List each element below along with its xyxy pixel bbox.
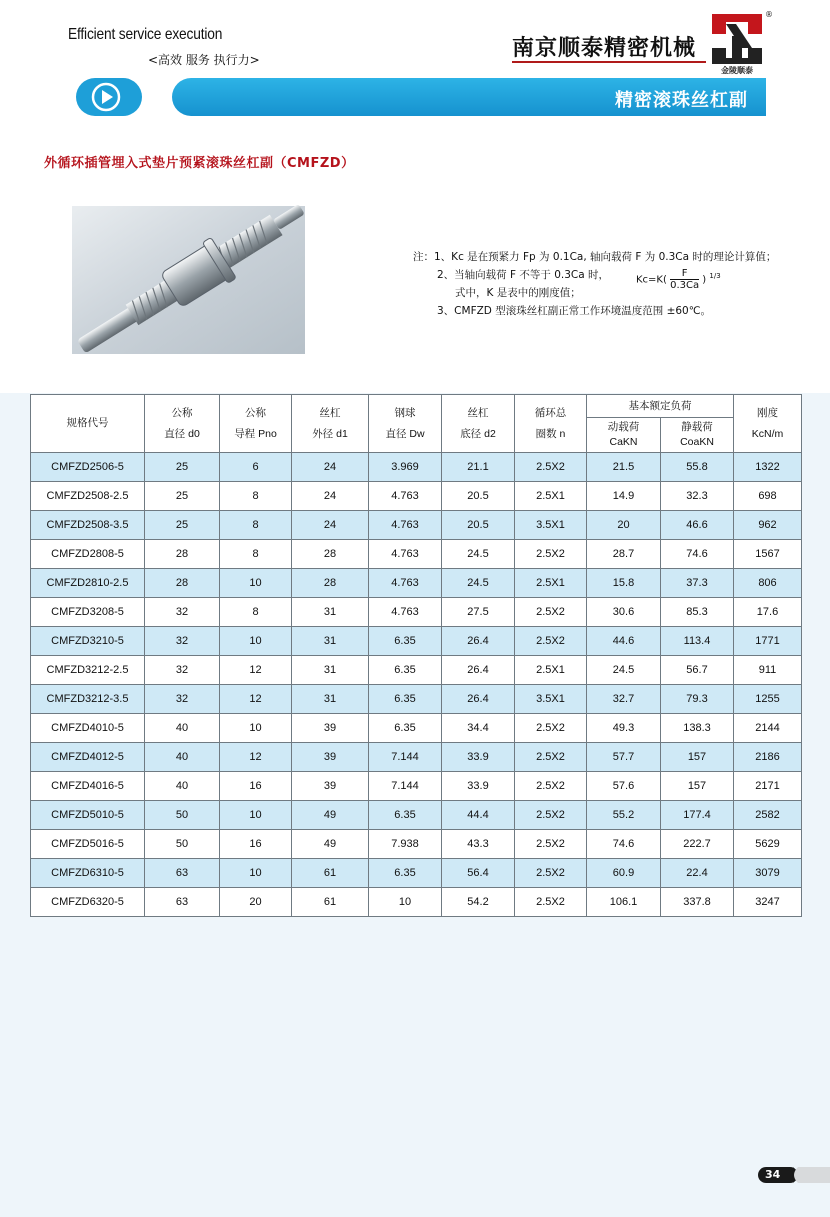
table-cell: 33.9 (442, 743, 515, 772)
table-cell: 16 (220, 830, 292, 859)
logo-caption: 金陵顺泰 (721, 66, 753, 75)
table-cell: 177.4 (661, 801, 734, 830)
table-cell: 222.7 (661, 830, 734, 859)
table-cell: 60.9 (587, 859, 661, 888)
header-d1-bottom: 外径 d1 (312, 427, 348, 440)
table-cell: 54.2 (442, 888, 515, 917)
table-cell: 337.8 (661, 888, 734, 917)
table-cell: 6.35 (369, 627, 442, 656)
table-cell: 7.144 (369, 743, 442, 772)
header-load-group: 基本额定负荷 (587, 395, 734, 418)
table-cell: 911 (734, 656, 802, 685)
table-cell: 21.1 (442, 453, 515, 482)
table-cell: 61 (292, 859, 369, 888)
table-cell: 61 (292, 888, 369, 917)
table-cell: 4.763 (369, 598, 442, 627)
table-cell: 24 (292, 453, 369, 482)
table-cell: 6.35 (369, 801, 442, 830)
header-n-top: 循环总 (534, 406, 567, 419)
table-cell: 44.6 (587, 627, 661, 656)
header-dynamic-bottom: CaKN (609, 436, 638, 448)
table-cell: 40 (145, 714, 220, 743)
table-cell: 7.938 (369, 830, 442, 859)
table-cell: 16 (220, 772, 292, 801)
ball-screw-photo (72, 206, 305, 354)
formula-suffix: ) (702, 274, 707, 286)
table-cell: 85.3 (661, 598, 734, 627)
spec-table-body (31, 453, 802, 917)
table-row (31, 627, 802, 656)
table-cell: 43.3 (442, 830, 515, 859)
chinese-slogan: <高效 服务 执行力> (148, 53, 260, 67)
table-cell: 12 (220, 656, 292, 685)
table-cell: 7.144 (369, 772, 442, 801)
table-cell: 2.5X2 (515, 801, 587, 830)
header-d0-top: 公称 (171, 406, 193, 419)
stiffness-formula (636, 268, 721, 291)
table-cell: 39 (292, 743, 369, 772)
table-cell: 138.3 (661, 714, 734, 743)
table-cell: 24.5 (442, 569, 515, 598)
note-1: 注：1、Kc 是在预紧力 Fp 为 0.1Ca, 轴向载荷 F 为 0.3Ca 时的理论计算值； (413, 251, 777, 263)
table-cell: CMFZD5016-5 (31, 830, 145, 859)
table-cell: CMFZD2508-2.5 (31, 482, 145, 511)
table-cell: 6 (220, 453, 292, 482)
table-cell: 21.5 (587, 453, 661, 482)
table-cell: 2.5X2 (515, 772, 587, 801)
table-cell: 28 (145, 540, 220, 569)
header-d0 (145, 395, 220, 453)
table-cell: 74.6 (587, 830, 661, 859)
table-cell: 32.7 (587, 685, 661, 714)
table-cell: 3.5X1 (515, 511, 587, 540)
banner-title: 精密滚珠丝杠副 (615, 90, 748, 111)
table-row (31, 598, 802, 627)
table-cell: 2171 (734, 772, 802, 801)
header-dynamic-top: 动载荷 (607, 421, 640, 433)
table-cell: CMFZD3212-2.5 (31, 656, 145, 685)
table-cell: 2.5X2 (515, 627, 587, 656)
header-k-bottom: KcN/m (751, 427, 784, 440)
table-cell: 4.763 (369, 540, 442, 569)
table-cell: 106.1 (587, 888, 661, 917)
table-cell: 2.5X2 (515, 714, 587, 743)
table-cell: CMFZD2506-5 (31, 453, 145, 482)
table-cell: 3079 (734, 859, 802, 888)
play-icon (90, 81, 122, 113)
table-cell: 56.4 (442, 859, 515, 888)
formula-numerator: F (670, 268, 699, 280)
table-row (31, 801, 802, 830)
table-cell: 10 (220, 859, 292, 888)
table-cell: 57.7 (587, 743, 661, 772)
table-cell: 2.5X2 (515, 743, 587, 772)
table-cell: 31 (292, 598, 369, 627)
table-cell: 26.4 (442, 627, 515, 656)
table-cell: 1255 (734, 685, 802, 714)
formula-exponent: 1/3 (709, 272, 721, 281)
table-cell: 3.969 (369, 453, 442, 482)
table-cell: 34.4 (442, 714, 515, 743)
table-cell: 6.35 (369, 656, 442, 685)
table-cell: 46.6 (661, 511, 734, 540)
table-cell: 2.5X1 (515, 482, 587, 511)
table-cell: 37.3 (661, 569, 734, 598)
table-cell: 31 (292, 627, 369, 656)
table-row (31, 772, 802, 801)
table-cell: 1771 (734, 627, 802, 656)
table-cell: 31 (292, 656, 369, 685)
table-cell: 26.4 (442, 656, 515, 685)
table-cell: 63 (145, 859, 220, 888)
table-row (31, 656, 802, 685)
formula-prefix: Kc=K( (636, 274, 667, 286)
header-dw-bottom: 直径 Dw (385, 427, 425, 440)
table-cell: 1322 (734, 453, 802, 482)
table-cell: 6.35 (369, 685, 442, 714)
table-cell: 8 (220, 540, 292, 569)
table-cell: 56.7 (661, 656, 734, 685)
table-cell: 1567 (734, 540, 802, 569)
table-cell: 49 (292, 830, 369, 859)
table-row (31, 743, 802, 772)
header-static-bottom: CoaKN (680, 436, 714, 448)
header-dw-top: 钢球 (394, 406, 416, 419)
header-d2-top: 丝杠 (467, 406, 489, 419)
table-cell: 24 (292, 511, 369, 540)
table-cell: 8 (220, 482, 292, 511)
table-cell: 14.9 (587, 482, 661, 511)
table-cell: 2144 (734, 714, 802, 743)
table-cell: 40 (145, 743, 220, 772)
table-cell: 698 (734, 482, 802, 511)
table-cell: 2582 (734, 801, 802, 830)
table-cell: CMFZD6310-5 (31, 859, 145, 888)
table-cell: 2.5X2 (515, 830, 587, 859)
table-cell: 4.763 (369, 511, 442, 540)
table-cell: CMFZD5010-5 (31, 801, 145, 830)
table-cell: 25 (145, 511, 220, 540)
table-cell: 2.5X2 (515, 453, 587, 482)
table-cell: 40 (145, 772, 220, 801)
page-number: 34 (765, 1168, 781, 1181)
table-cell: 6.35 (369, 714, 442, 743)
table-cell: CMFZD3208-5 (31, 598, 145, 627)
table-cell: 2.5X1 (515, 656, 587, 685)
table-cell: 49 (292, 801, 369, 830)
table-cell: 32 (145, 656, 220, 685)
table-cell: 20 (587, 511, 661, 540)
table-cell: 39 (292, 714, 369, 743)
header-pno (220, 395, 292, 453)
table-cell: 31 (292, 685, 369, 714)
table-cell: 20 (220, 888, 292, 917)
table-cell: 39 (292, 772, 369, 801)
table-row (31, 511, 802, 540)
table-cell: 4.763 (369, 569, 442, 598)
table-cell: 55.2 (587, 801, 661, 830)
table-row (31, 685, 802, 714)
table-cell: 3.5X1 (515, 685, 587, 714)
english-slogan: Efficient service execution (68, 26, 223, 43)
table-cell: 49.3 (587, 714, 661, 743)
note-2-explain: 式中，K 是表中的刚度值； (455, 287, 581, 299)
table-cell: 33.9 (442, 772, 515, 801)
table-cell: 3247 (734, 888, 802, 917)
table-cell: 6.35 (369, 859, 442, 888)
table-cell: 2.5X1 (515, 569, 587, 598)
table-cell: 962 (734, 511, 802, 540)
header-d2-bottom: 底径 d2 (460, 427, 496, 440)
table-cell: 25 (145, 482, 220, 511)
table-cell: 8 (220, 598, 292, 627)
table-cell: CMFZD4016-5 (31, 772, 145, 801)
header-k-top: 刚度 (757, 406, 778, 419)
table-cell: 157 (661, 772, 734, 801)
section-title: 外循环插管埋入式垫片预紧滚珠丝杠副（CMFZD） (44, 156, 355, 171)
table-cell: 24 (292, 482, 369, 511)
table-cell: CMFZD2508-3.5 (31, 511, 145, 540)
table-cell: 113.4 (661, 627, 734, 656)
table-cell: 28.7 (587, 540, 661, 569)
table-cell: 50 (145, 801, 220, 830)
table-cell: 2.5X2 (515, 540, 587, 569)
table-cell: 157 (661, 743, 734, 772)
table-cell: 32.3 (661, 482, 734, 511)
table-row (31, 714, 802, 743)
table-cell: 25 (145, 453, 220, 482)
header-dw (369, 395, 442, 453)
table-cell: 806 (734, 569, 802, 598)
table-cell: CMFZD6320-5 (31, 888, 145, 917)
table-cell: 2186 (734, 743, 802, 772)
table-cell: 32 (145, 685, 220, 714)
spec-table (30, 394, 802, 917)
table-row (31, 859, 802, 888)
table-row (31, 540, 802, 569)
header-static (661, 418, 734, 453)
header-k (734, 395, 802, 453)
table-cell: 2.5X2 (515, 598, 587, 627)
table-cell: 10 (369, 888, 442, 917)
header-d2 (442, 395, 515, 453)
table-cell: 32 (145, 627, 220, 656)
table-cell: 28 (292, 540, 369, 569)
table-cell: 55.8 (661, 453, 734, 482)
table-cell: 8 (220, 511, 292, 540)
header-pno-top: 公称 (245, 406, 266, 419)
header-n (515, 395, 587, 453)
table-cell: 74.6 (661, 540, 734, 569)
table-cell: 57.6 (587, 772, 661, 801)
table-cell: 26.4 (442, 685, 515, 714)
table-row (31, 569, 802, 598)
table-row (31, 482, 802, 511)
header-d0-bottom: 直径 d0 (164, 427, 200, 440)
table-cell: 63 (145, 888, 220, 917)
table-cell: 10 (220, 569, 292, 598)
table-cell: 28 (292, 569, 369, 598)
table-cell: 44.4 (442, 801, 515, 830)
table-cell: 12 (220, 743, 292, 772)
table-cell: 24.5 (587, 656, 661, 685)
table-cell: 5629 (734, 830, 802, 859)
formula-denominator: 0.3Ca (670, 280, 700, 291)
header-d1 (292, 395, 369, 453)
table-cell: CMFZD2808-5 (31, 540, 145, 569)
note-2: 2、当轴向载荷 F 不等于 0.3Ca 时， (437, 269, 610, 281)
table-cell: 50 (145, 830, 220, 859)
table-cell: 27.5 (442, 598, 515, 627)
table-cell: 2.5X2 (515, 888, 587, 917)
header-n-bottom: 圈数 n (535, 427, 566, 440)
table-cell: 10 (220, 627, 292, 656)
table-cell: 17.6 (734, 598, 802, 627)
header-pno-bottom: 导程 Pno (234, 427, 277, 440)
table-cell: 15.8 (587, 569, 661, 598)
table-cell: CMFZD3210-5 (31, 627, 145, 656)
table-cell: 10 (220, 801, 292, 830)
header-static-top: 静载荷 (681, 421, 713, 433)
formula-fraction (670, 268, 699, 291)
table-cell: 20.5 (442, 511, 515, 540)
table-cell: CMFZD4012-5 (31, 743, 145, 772)
notes (413, 248, 776, 320)
table-cell: 20.5 (442, 482, 515, 511)
table-cell: 30.6 (587, 598, 661, 627)
table-row (31, 453, 802, 482)
header-d1-top: 丝杠 (319, 406, 341, 419)
header-dynamic (587, 418, 661, 453)
company-underline (512, 61, 706, 63)
table-cell: 22.4 (661, 859, 734, 888)
table-cell: 79.3 (661, 685, 734, 714)
table-cell: 10 (220, 714, 292, 743)
table-row (31, 888, 802, 917)
company-name: 南京顺泰精密机械 (512, 36, 697, 61)
table-cell: 32 (145, 598, 220, 627)
registered-mark: ® (765, 10, 773, 19)
table-cell: 2.5X2 (515, 859, 587, 888)
note-3: 3、CMFZD 型滚珠丝杠副正常工作环境温度范围 ±60℃。 (437, 305, 712, 317)
header-model: 规格代号 (31, 395, 145, 453)
table-cell: 28 (145, 569, 220, 598)
table-cell: CMFZD2810-2.5 (31, 569, 145, 598)
table-cell: 4.763 (369, 482, 442, 511)
table-cell: 24.5 (442, 540, 515, 569)
table-cell: 12 (220, 685, 292, 714)
table-cell: CMFZD3212-3.5 (31, 685, 145, 714)
table-cell: CMFZD4010-5 (31, 714, 145, 743)
table-row (31, 830, 802, 859)
